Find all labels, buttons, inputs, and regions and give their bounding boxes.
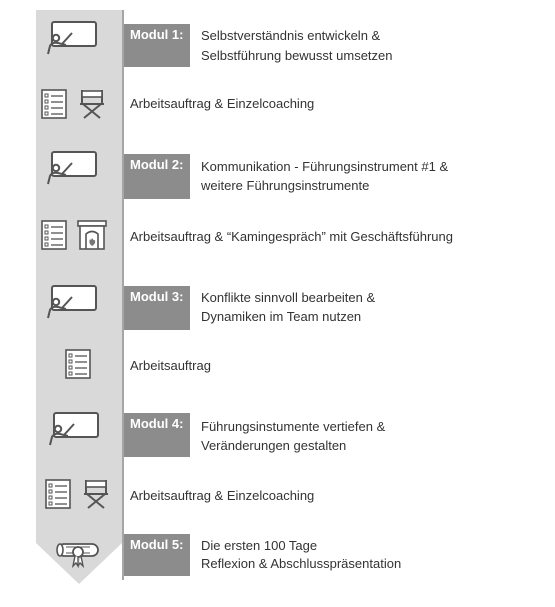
task-label: Arbeitsauftrag & Einzelcoaching [130,488,315,503]
fireplace-icon [76,219,108,251]
module-title-line-2: Veränderungen gestalten [201,438,347,453]
module-title-line-1: Konflikte sinnvoll bearbeiten & [201,290,376,305]
module-badge: Modul 2: [124,154,190,199]
diploma-certificate-icon [54,538,104,568]
module-title-line-2: Reflexion & Abschlusspräsentation [201,556,402,571]
task-label: Arbeitsauftrag [130,358,211,373]
whiteboard-presentation-icon [44,284,100,322]
module-title-line-2: Dynamiken im Team nutzen [201,309,362,324]
module-title-line-2: Selbstführung bewusst umsetzen [201,48,393,63]
module-title-line-1: Führungsinstumente vertiefen & [201,419,386,434]
module-badge: Modul 1: [124,24,190,67]
director-chair-icon [78,88,106,120]
checklist-icon [40,219,68,251]
module-title-line-1: Kommunikation - Führungsinstrument #1 & [201,159,449,174]
module-title-line-1: Die ersten 100 Tage [201,538,318,553]
module-title-line-2: weitere Führungsinstrumente [201,178,370,193]
checklist-icon [44,478,72,510]
checklist-icon [40,88,68,120]
director-chair-icon [82,478,110,510]
module-title-line-1: Selbstverständnis entwickeln & [201,28,381,43]
module-badge: Modul 4: [124,413,190,457]
module-badge: Modul 5: [124,534,190,576]
task-label: Arbeitsauftrag & Einzelcoaching [130,96,315,111]
checklist-icon [64,348,92,380]
whiteboard-presentation-icon [46,411,102,449]
module-badge: Modul 3: [124,286,190,330]
whiteboard-presentation-icon [44,150,100,188]
task-label: Arbeitsauftrag & “Kamingespräch” mit Geschäftsführung [130,229,453,244]
whiteboard-presentation-icon [44,20,100,58]
